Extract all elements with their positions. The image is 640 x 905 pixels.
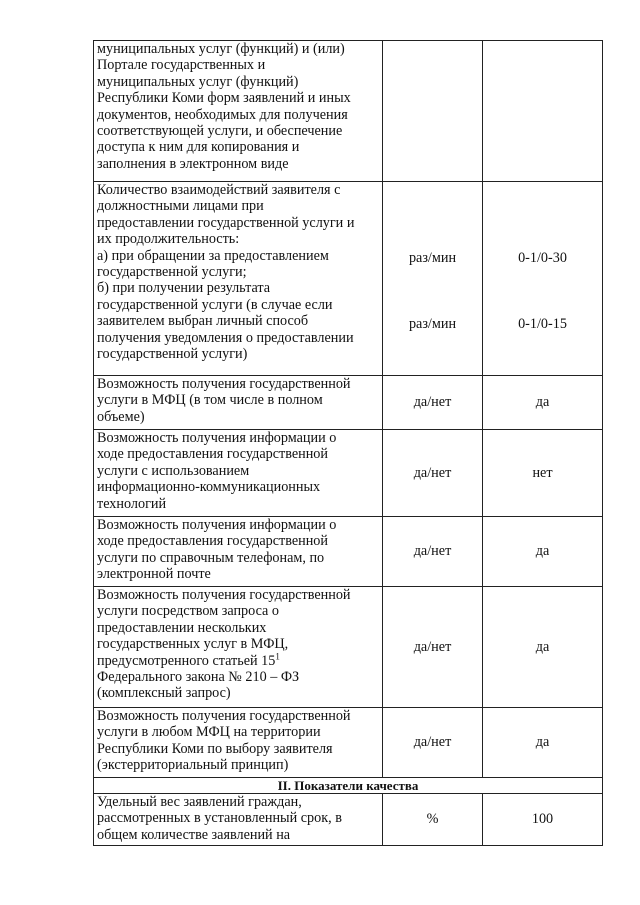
indicator-value: да [483,517,603,587]
indicator-value: 100 [483,794,603,846]
indicators-table [93,40,603,846]
section-header-row [94,778,603,794]
table-row [94,182,603,376]
indicator-name: Удельный вес заявлений граждан, рассмотренных в установленный срок, в общем количестве заявлений на [94,794,383,846]
indicator-unit: раз/мин раз/мин [383,182,483,376]
indicator-unit: % [383,794,483,846]
indicator-name: муниципальных услуг (функций) и (или) Портале государственных и муниципальных услуг (функций) Республики Коми форм заявлений и иных документов, необходимых для получения соответствующей услуги, и обеспечение доступа к ним для копирования и заполнения в электронном виде [94,41,383,182]
section-title: II. Показатели качества [94,778,603,794]
indicator-name: Количество взаимодействий заявителя с должностными лицами при предоставлении государственной услуги и их продолжительность: а) при обращении за предоставлением государственной услуги; б) при получении результата государственной услуги (в случае если заявителем выбран личный способ получения уведомления о предоставлении государственной услуги) [94,182,383,376]
indicator-name: Возможность получения государственной услуги в любом МФЦ на территории Республики Коми по выбору заявителя (экстерриториальный принцип) [94,708,383,778]
table-row [94,587,603,708]
table-row [94,794,603,846]
indicator-value: да [483,708,603,778]
indicator-value: нет [483,430,603,517]
indicator-name: Возможность получения государственной услуги в МФЦ (в том числе в полном объеме) [94,376,383,430]
footnote-superscript: 1 [275,650,280,661]
indicator-unit: да/нет [383,376,483,430]
indicator-value: да [483,587,603,708]
table-row [94,41,603,182]
indicator-name: Возможность получения информации о ходе предоставления государственной услуги с использованием информационно-коммуникационных технологий [94,430,383,517]
table-row [94,376,603,430]
indicator-unit: да/нет [383,430,483,517]
indicator-unit: да/нет [383,708,483,778]
indicator-value: 0-1/0-30 0-1/0-15 [483,182,603,376]
indicator-value: да [483,376,603,430]
table-row [94,708,603,778]
indicator-unit: да/нет [383,587,483,708]
indicator-name: Возможность получения информации о ходе предоставления государственной услуги по справочным телефонам, по электронной почте [94,517,383,587]
table-row [94,430,603,517]
indicator-unit: да/нет [383,517,483,587]
indicator-unit [383,41,483,182]
indicator-name: Возможность получения государственной услуги посредством запроса о предоставлении нескольких государственных услуг в МФЦ, предусмотренного статьей $15^1$ Федерального закона № 210 – ФЗ (комплексный запрос) [94,587,383,708]
table-row [94,517,603,587]
indicator-value [483,41,603,182]
